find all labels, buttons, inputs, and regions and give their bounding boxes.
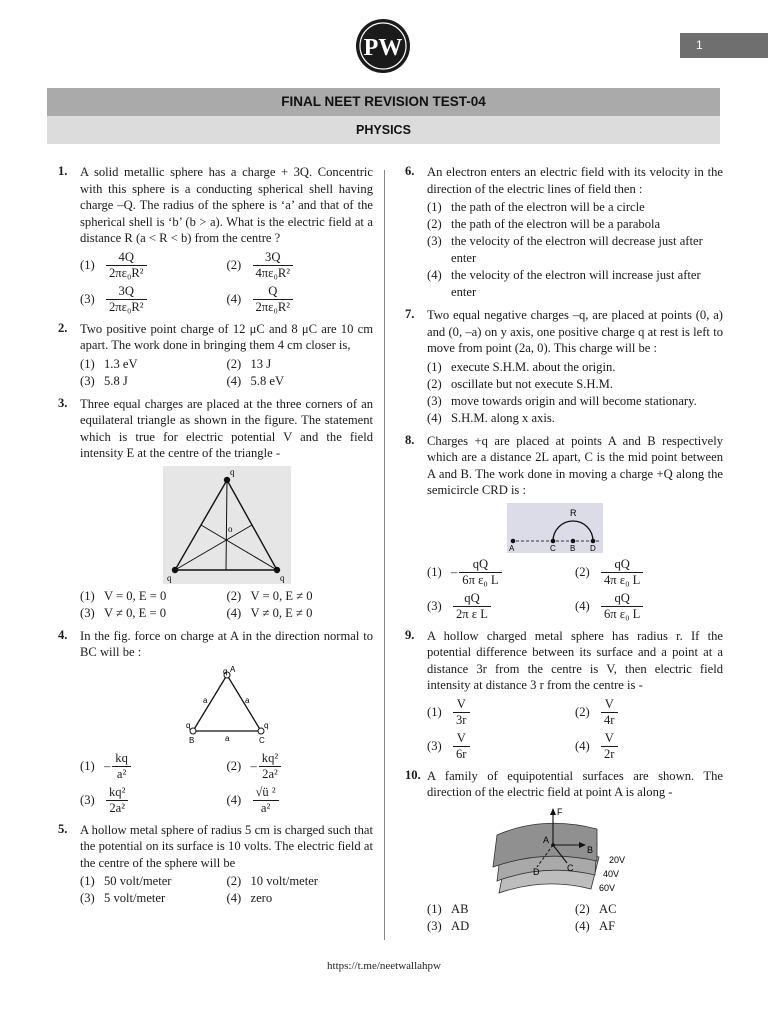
- option-number: (1): [80, 356, 95, 371]
- option-4[interactable]: [227, 373, 374, 390]
- option-text: AB: [451, 901, 469, 916]
- question-10: [405, 768, 723, 935]
- option-number: (1): [427, 564, 442, 579]
- option-text: the velocity of the electron will increase just after enter: [451, 268, 701, 299]
- option-3[interactable]: [80, 890, 227, 907]
- question-text: A hollow charged metal sphere has radius r. If the potential difference between its surface and a point at a distance 3r from the centre is V, then electric field intensity at distance 3 r from the centre is -: [427, 628, 723, 692]
- question-4: [58, 628, 373, 816]
- option-denominator: 2r: [604, 746, 615, 761]
- option-1[interactable]: [427, 557, 575, 588]
- option-numerator: V: [453, 731, 470, 747]
- point-label-b: B: [570, 543, 576, 553]
- option-2[interactable]: [427, 376, 723, 393]
- option-text: oscillate but not execute S.H.M.: [451, 376, 613, 391]
- question-number: 4.: [58, 627, 68, 642]
- vertex-label-a: A: [229, 664, 235, 674]
- option-number: (4): [575, 918, 590, 933]
- option-2[interactable]: [227, 751, 374, 782]
- option-number: (4): [226, 605, 242, 620]
- option-denominator: 6π ε₀ L: [462, 572, 499, 587]
- option-numerator: qQ: [601, 591, 643, 607]
- option-number: (1): [80, 257, 95, 272]
- question-7: [405, 307, 723, 427]
- charge-label: q: [279, 572, 284, 583]
- option-4[interactable]: [575, 591, 723, 622]
- option-number: (1): [80, 588, 95, 603]
- label-a: A: [543, 834, 550, 845]
- option-text: execute S.H.M. about the origin.: [451, 359, 616, 374]
- option-2[interactable]: [575, 557, 723, 588]
- question-5: [58, 822, 373, 908]
- equipotential-figure: [487, 805, 639, 897]
- right-column: [405, 164, 723, 941]
- question-text: A hollow metal sphere of radius 5 cm is charged such that the potential on its surface is 10 volts. The electric field at the centre of the sphere will be: [80, 822, 373, 870]
- option-text: AF: [599, 918, 616, 933]
- option-text: V = 0, E = 0: [104, 588, 167, 603]
- option-3[interactable]: [80, 605, 227, 622]
- option-numerator: qQ: [601, 557, 643, 573]
- option-number: (3): [427, 598, 442, 613]
- point-label-c: C: [550, 543, 556, 553]
- option-text: V ≠ 0, E ≠ 0: [250, 605, 313, 620]
- option-1[interactable]: [427, 199, 723, 216]
- option-3[interactable]: [427, 918, 575, 935]
- label-40v: 40V: [603, 868, 620, 879]
- option-numerator: qQ: [453, 591, 491, 607]
- option-numerator: Q: [253, 284, 294, 300]
- option-number: (2): [575, 704, 590, 719]
- question-9: [405, 628, 723, 762]
- option-number: (3): [427, 393, 442, 408]
- option-1[interactable]: [80, 250, 227, 281]
- label-f: F: [557, 806, 563, 817]
- option-numerator: V: [453, 697, 470, 713]
- label-c: C: [567, 862, 574, 873]
- vertex-label-c: C: [258, 735, 265, 745]
- question-number: 10.: [405, 767, 421, 782]
- point-label-r: R: [570, 507, 577, 518]
- option-numerator: 4Q: [106, 250, 147, 266]
- semicircle-figure: [507, 503, 603, 553]
- option-3[interactable]: [80, 284, 227, 315]
- option-denominator: 4π ε₀ L: [604, 572, 641, 587]
- charge-label: q: [263, 720, 268, 730]
- option-2[interactable]: [575, 697, 723, 728]
- question-number: 7.: [405, 307, 415, 321]
- question-text: Two positive point charge of 12 μC and 8 μC are 10 cm apart. The work done in bringing them 4 cm closer is,: [80, 321, 373, 352]
- option-number: (3): [427, 738, 442, 753]
- option-denominator: a²: [116, 766, 127, 781]
- option-number: (2): [226, 874, 242, 888]
- option-2[interactable]: [227, 873, 374, 890]
- option-text: 5.8 eV: [250, 373, 285, 388]
- question-number: 2.: [58, 320, 68, 335]
- option-4[interactable]: [575, 918, 723, 935]
- option-text: V = 0, E ≠ 0: [250, 588, 313, 603]
- option-number: (1): [427, 200, 442, 214]
- option-3[interactable]: [427, 233, 723, 267]
- point-label-d: D: [590, 543, 596, 553]
- option-1[interactable]: [80, 751, 227, 782]
- question-1: [58, 164, 373, 315]
- point-label-a: A: [509, 543, 515, 553]
- option-number: (3): [80, 373, 95, 388]
- option-denominator: 4r: [604, 712, 615, 727]
- option-denominator: 2πε₀R²: [109, 265, 144, 280]
- option-text: 5 volt/meter: [104, 891, 166, 905]
- question-3: [58, 396, 373, 622]
- option-denominator: 2a²: [262, 766, 278, 781]
- option-sign: –: [104, 758, 111, 773]
- option-text: 10 volt/meter: [250, 874, 319, 888]
- question-number: 5.: [58, 821, 68, 836]
- triangle-abc-figure: [181, 665, 273, 747]
- question-number: 6.: [405, 164, 415, 178]
- option-4[interactable]: [227, 890, 374, 907]
- test-title: FINAL NEET REVISION TEST-04: [47, 88, 720, 116]
- option-number: (2): [575, 564, 590, 579]
- footer-link[interactable]: https://t.me/neetwallahpw: [327, 960, 441, 972]
- option-sign: –: [250, 758, 257, 773]
- charge-label: q: [222, 666, 227, 676]
- option-3[interactable]: [80, 785, 227, 816]
- label-b: B: [587, 844, 594, 855]
- vertex-label-b: B: [188, 735, 194, 745]
- label-d: D: [533, 866, 540, 877]
- label-20v: 20V: [609, 854, 626, 865]
- option-4[interactable]: [227, 785, 374, 816]
- option-text: AD: [451, 918, 470, 933]
- option-text: zero: [250, 891, 273, 905]
- column-divider: [384, 170, 385, 940]
- option-number: (4): [226, 291, 242, 306]
- option-1[interactable]: [427, 359, 723, 376]
- triangle-figure: [163, 466, 291, 584]
- option-number: (3): [80, 891, 95, 905]
- option-text: 13 J: [250, 356, 272, 371]
- option-number: (4): [226, 792, 242, 807]
- option-denominator: 6r: [456, 746, 467, 761]
- option-numerator: kq²: [106, 785, 128, 801]
- option-number: (1): [427, 359, 442, 374]
- option-text: the velocity of the electron will decrease just after enter: [451, 234, 703, 265]
- option-text: 50 volt/meter: [104, 874, 172, 888]
- option-number: (4): [226, 373, 242, 388]
- side-label: a: [202, 695, 207, 705]
- option-1[interactable]: [80, 356, 227, 373]
- question-number: 1.: [58, 164, 68, 178]
- option-number: (4): [575, 598, 590, 613]
- pw-logo: [355, 18, 411, 74]
- option-number: (1): [427, 901, 442, 916]
- option-text: 5.8 J: [104, 373, 128, 388]
- option-denominator: 3r: [456, 712, 467, 727]
- option-2[interactable]: [227, 588, 374, 605]
- option-text: S.H.M. along x axis.: [451, 410, 555, 425]
- option-number: (2): [226, 356, 242, 371]
- option-numerator: 3Q: [106, 284, 147, 300]
- option-number: (1): [80, 874, 95, 888]
- option-number: (2): [575, 901, 590, 916]
- option-numerator: V: [601, 697, 618, 713]
- option-1[interactable]: [427, 697, 575, 728]
- question-text: An electron enters an electric field with its velocity in the direction of the electric lines of field then :: [427, 165, 723, 196]
- option-numerator: kq²: [259, 751, 281, 767]
- charge-label: q: [166, 572, 171, 583]
- option-number: (4): [427, 268, 442, 282]
- option-number: (3): [80, 605, 95, 620]
- charge-label: q: [229, 466, 234, 477]
- option-denominator: 6π ε₀ L: [604, 606, 641, 621]
- option-number: (3): [427, 234, 442, 248]
- option-1[interactable]: [80, 588, 227, 605]
- option-numerator: 3Q: [253, 250, 294, 266]
- option-numerator: V: [601, 731, 618, 747]
- option-4[interactable]: [427, 267, 723, 301]
- option-number: (2): [427, 217, 442, 231]
- option-text: 1.3 eV: [104, 356, 138, 371]
- option-1[interactable]: [427, 901, 575, 918]
- option-text: move towards origin and will become stationary.: [451, 393, 697, 408]
- option-number: (2): [226, 257, 242, 272]
- option-3[interactable]: [427, 591, 575, 622]
- option-denominator: 4πε₀R²: [255, 265, 291, 280]
- page-number: 1: [680, 33, 768, 58]
- option-2[interactable]: [227, 250, 374, 281]
- option-number: (2): [226, 758, 242, 773]
- option-4[interactable]: [575, 731, 723, 762]
- question-text: Three equal charges are placed at the three corners of an equilateral triangle as shown in the figure. The statement which is true for electric potential V and the field intensity E at the centre of the triangle -: [80, 396, 373, 460]
- option-number: (4): [226, 891, 242, 905]
- question-number: 8.: [405, 432, 415, 447]
- question-text: A solid metallic sphere has a charge + 3Q. Concentric with this sphere is a conducting spherical shell having charge –Q. The radius of the sphere is ‘a’ and that of the spherical shell is ‘b’ (b > a). What is the electric field at a distance R (a < R < b) from the centre ?: [80, 165, 373, 245]
- option-4[interactable]: [227, 284, 374, 315]
- option-number: (2): [427, 376, 442, 391]
- charge-label: q: [185, 720, 190, 730]
- option-sign: –: [451, 564, 458, 579]
- option-denominator: a²: [260, 800, 271, 815]
- label-60v: 60V: [599, 882, 616, 893]
- option-denominator: 2π ε L: [456, 606, 488, 621]
- option-1[interactable]: [80, 873, 227, 890]
- side-label: a: [224, 733, 229, 743]
- option-3[interactable]: [427, 731, 575, 762]
- subject-title: PHYSICS: [47, 116, 720, 144]
- question-text: A family of equipotential surfaces are shown. The direction of the electric field at point A is along -: [427, 768, 723, 799]
- option-4[interactable]: [227, 605, 374, 622]
- option-text: the path of the electron will be a circle: [451, 200, 645, 214]
- question-8: [405, 433, 723, 622]
- option-numerator: kq: [112, 751, 131, 767]
- option-4[interactable]: [427, 410, 723, 427]
- option-text: V ≠ 0, E = 0: [104, 605, 167, 620]
- option-2[interactable]: [575, 901, 723, 918]
- option-numerator: √ü ²: [253, 785, 279, 801]
- option-denominator: 2a²: [109, 800, 126, 815]
- question-text: Charges +q are placed at points A and B respectively which are a distance 2L apart, C is the mid point between A and B. The work done in moving a charge +Q along the semicircle CRD is :: [427, 433, 723, 497]
- option-number: (3): [80, 291, 95, 306]
- option-3[interactable]: [427, 393, 723, 410]
- option-2[interactable]: [227, 356, 374, 373]
- option-number: (4): [427, 410, 442, 425]
- option-3[interactable]: [80, 373, 227, 390]
- side-label: a: [244, 695, 249, 705]
- logo-text: PW: [363, 35, 403, 61]
- option-text: the path of the electron will be a parabola: [451, 217, 661, 231]
- option-2[interactable]: [427, 216, 723, 233]
- question-number: 9.: [405, 627, 415, 642]
- option-numerator: qQ: [459, 557, 501, 573]
- question-6: [405, 164, 723, 301]
- option-text: AC: [599, 901, 617, 916]
- option-number: (1): [427, 704, 442, 719]
- option-number: (3): [80, 792, 95, 807]
- centre-label: o: [227, 523, 232, 534]
- question-2: [58, 321, 373, 390]
- option-number: (4): [575, 738, 590, 753]
- left-column: [58, 164, 373, 913]
- option-number: (1): [80, 758, 95, 773]
- option-denominator: 2πε₀R²: [255, 299, 291, 314]
- option-denominator: 2πε₀R²: [109, 299, 144, 314]
- question-text: In the fig. force on charge at A in the direction normal to BC will be :: [80, 628, 373, 659]
- question-number: 3.: [58, 395, 68, 410]
- question-text: Two equal negative charges –q, are placed at points (0, a) and (0, –a) on y axis, one positive charge q at rest is left to move from point (2a, 0). This charge will be :: [427, 308, 723, 355]
- option-number: (2): [226, 588, 242, 603]
- option-number: (3): [427, 918, 442, 933]
